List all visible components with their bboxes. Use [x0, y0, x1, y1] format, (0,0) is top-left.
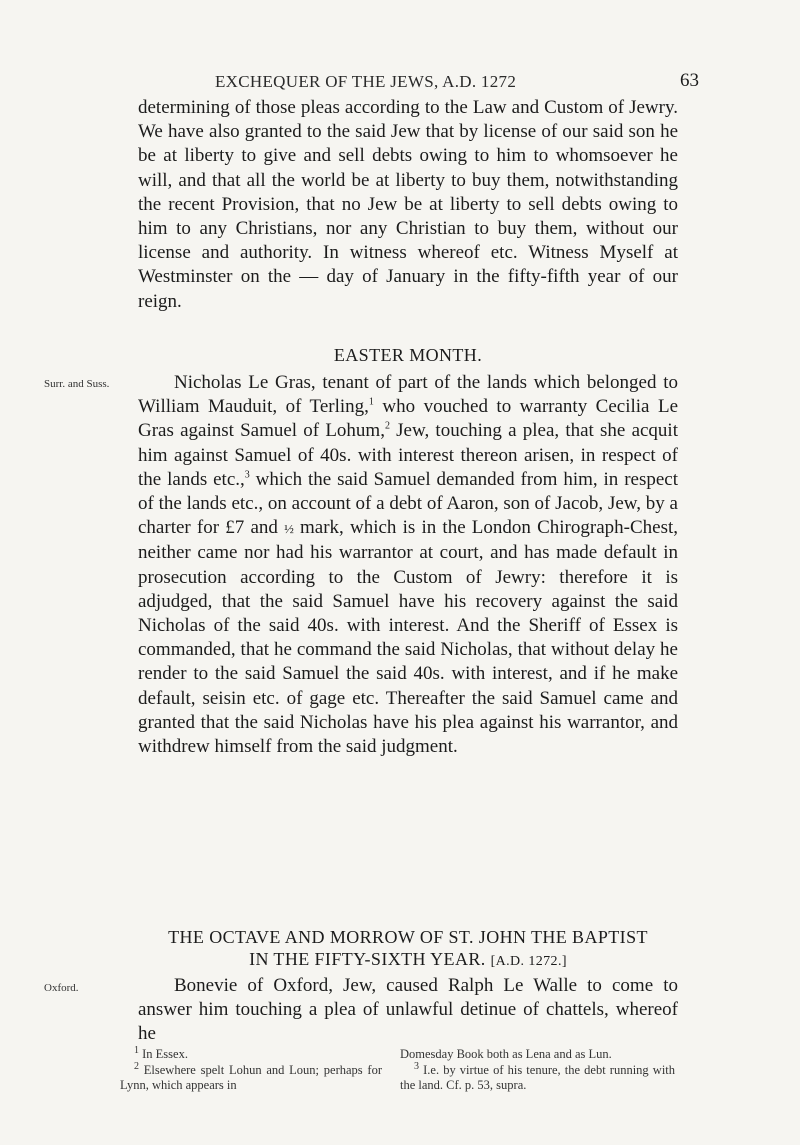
footnote-ref-1[interactable]: 1 — [368, 396, 374, 408]
page-number: 63 — [680, 70, 699, 91]
text-run: mark, which is in the London Chirograph-Chest, neither came nor had his warrantor at court, and has made default in prosecution according to the Custom of Jewry: therefore it is adjudged, that the said Samuel have his recovery against the said Nicholas of the said 40s. with interest. And the Sheriff of Essex is commanded, that he command the said Nicholas, that without delay he render to the said Samuel the said 40s. with interest, and if he make default, seisin etc. of gage etc. Thereafter the said Samuel came and granted that the said Nicholas have his plea against his warrantor, and withdrew himself from the said judgment. — [138, 517, 678, 758]
footnote-3 — [400, 1060, 676, 1094]
text-run: Jew, touching a plea, that she acquit him against Samuel of 40s. with interest thereon arisen, in respect of the lands etc., — [138, 420, 678, 490]
heading-line-2 — [138, 948, 678, 973]
section-heading-easter-month: EASTER MONTH. — [333, 345, 483, 365]
heading-line-2-text: IN THE FIFTY-SIXTH YEAR. — [249, 949, 486, 969]
footnote-mark: 1 — [134, 1044, 139, 1056]
footnote-text: In Essex. — [142, 1047, 188, 1061]
easter-month-paragraph — [138, 371, 678, 759]
footnotes-left-column — [120, 1044, 383, 1094]
heading-date: [A.D. 1272.] — [490, 954, 567, 969]
text-run: Nicholas Le Gras, tenant of part of the lands which belonged to William Mauduit, of Terling, — [138, 372, 678, 418]
footnote-2 — [120, 1060, 383, 1094]
octave-paragraph: Bonevie of Oxford, Jew, caused Ralph Le Walle to come to answer him touching a plea of unlawful detinue of chattels, whereof he — [138, 975, 678, 1045]
heading-line-1: THE OCTAVE AND MORROW OF ST. JOHN THE BAPTIST — [168, 927, 648, 947]
running-title: EXCHEQUER OF THE JEWS, A.D. 1272 — [215, 72, 517, 91]
margin-note-oxford: Oxford. — [44, 982, 79, 994]
fraction-half: ½ — [284, 521, 294, 537]
footnote-text: Domesday Book both as Lena and as Lun. — [400, 1047, 612, 1061]
footnote-ref-2[interactable]: 2 — [384, 421, 390, 433]
footnotes-right-column — [400, 1047, 675, 1094]
section-heading-octave — [138, 926, 678, 973]
footnote-text: Elsewhere spelt Lohun and Loun; perhaps for Lynn, which appears in — [120, 1062, 383, 1092]
opening-paragraph: determining of those pleas according to the Law and Custom of Jewry. We have also granted to the said Jew that by license of our said son he be at liberty to give and sell debts owing to him to whomsoever he will, and that all the world be at liberty to buy them, notwithstanding the recent Provision, that no Jew be at liberty to sell debts owing to him to any Christians, nor any Christian to buy them, without our license and authority. In witness whereof etc. Witness Myself at Westminster on the — day of January in the fifty-fifth year of our reign. — [138, 97, 678, 312]
footnote-text: I.e. by virtue of his tenure, the debt running with the land. Cf. p. 53, supra. — [400, 1062, 676, 1092]
footnote-mark: 3 — [414, 1060, 419, 1072]
footnote-mark: 2 — [134, 1060, 139, 1072]
footnote-1 — [120, 1044, 382, 1063]
footnote-continuation — [400, 1047, 675, 1063]
margin-note-county: Surr. and Suss. — [44, 378, 110, 390]
text-run: which the said Samuel demanded from him, in respect of the lands etc., on account of a debt of Aaron, son of Jacob, Jew, by a charter for £7 and — [138, 468, 678, 539]
text-run: who vouched to warranty Cecilia Le Gras against Samuel of Lohum, — [138, 396, 679, 442]
footnote-ref-3[interactable]: 3 — [244, 469, 250, 481]
